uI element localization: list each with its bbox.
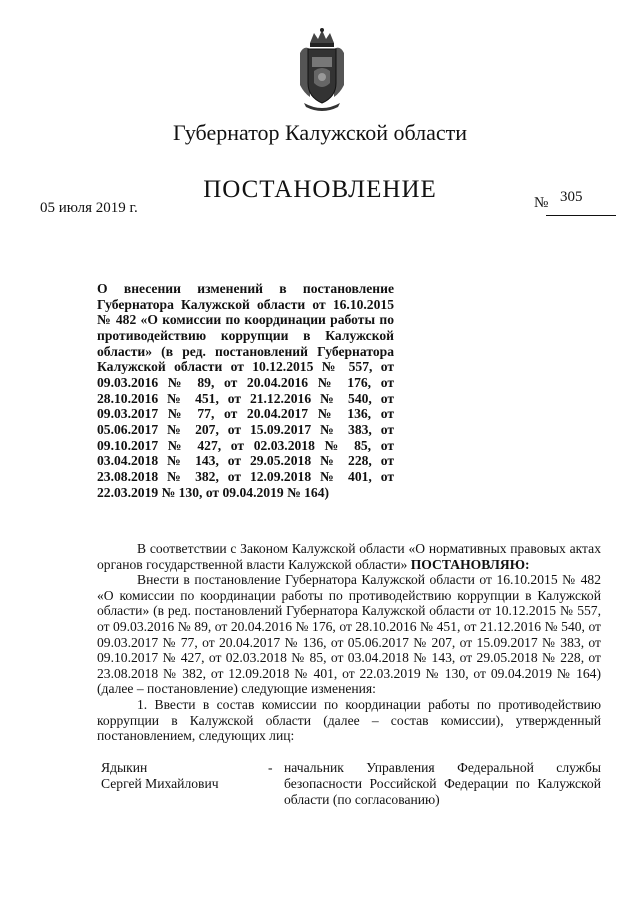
- document-number: 305: [560, 189, 583, 205]
- document-type-title: ПОСТАНОВЛЕНИЕ: [203, 176, 437, 203]
- document-subject: О внесении изменений в постановление Губернатора Калужской области от 16.10.2015 № 482 «О комиссии по координации работы по противодействию коррупции в Калужской области» (в ред. постановлений Губернатора Калужской области от 10.12.2015 № 557, от 09.03.2016 № 89, от 20.04.2016 № 176, от 28.10.2016 № 451, от 21.12.2016 № 540, от 09.03.2017 № 77, от 20.04.2017 № 136, от 05.06.2017 № 207, от 15.09.2017 № 383, от 09.10.2017 № 427, от 02.03.2018 № 85, от 03.04.2018 № 143, от 29.05.2018 № 228, от 23.08.2018 № 382, от 12.09.2018 № 401, от 22.03.2019 № 130, от 09.04.2019 № 164): [97, 281, 394, 500]
- preamble-text: В соответствии с Законом Калужской области «О нормативных правовых актах органов государственной власти Калужской области»: [97, 541, 601, 572]
- amendment-paragraph: Внести в постановление Губернатора Калужской области от 16.10.2015 № 482 «О комиссии по координации работы по противодействию коррупции в Калужской области» (в ред. постановлений Губернатора Калужской области от 10.12.2015 № 557, от 09.03.2016 № 89, от 20.04.2016 № 176, от 28.10.2016 № 451, от 21.12.2016 № 540, от 09.03.2017 № 77, от 20.04.2017 № 136, от 05.06.2017 № 207, от 15.09.2017 № 383, от 09.10.2017 № 427, от 02.03.2018 № 85, от 03.04.2018 № 143, от 29.05.2018 № 228, от 23.08.2018 № 382, от 12.09.2018 № 401, от 22.03.2019 № 130, от 09.04.2019 № 164) (далее – постановление) следующие изменения:: [97, 572, 601, 697]
- issuer-title: Губернатор Калужской области: [172, 120, 468, 145]
- member-last-name: Ядыкин: [101, 760, 148, 775]
- member-first-names: Сергей Михайлович: [101, 775, 219, 791]
- document-date: 05 июля 2019 г.: [40, 200, 138, 216]
- member-position: начальник Управления Федеральной службы безопасности Российской Федерации по Калужской области (по согласованию): [284, 760, 601, 807]
- number-underline: [546, 215, 616, 216]
- document-number-field: [534, 189, 583, 212]
- document-body: [97, 541, 601, 744]
- member-dash: -: [268, 760, 273, 775]
- resolve-keyword: ПОСТАНОВЛЯЮ:: [410, 556, 530, 572]
- coat-of-arms-emblem: [296, 27, 348, 111]
- member-name: [101, 760, 219, 792]
- item-1-paragraph: 1. Ввести в состав комиссии по координации работы по противодействию коррупции в Калужской области (далее – состав комиссии), утвержденный постановлением, следующих лиц:: [97, 696, 601, 744]
- preamble-paragraph: [97, 541, 601, 572]
- number-sign: №: [534, 195, 549, 211]
